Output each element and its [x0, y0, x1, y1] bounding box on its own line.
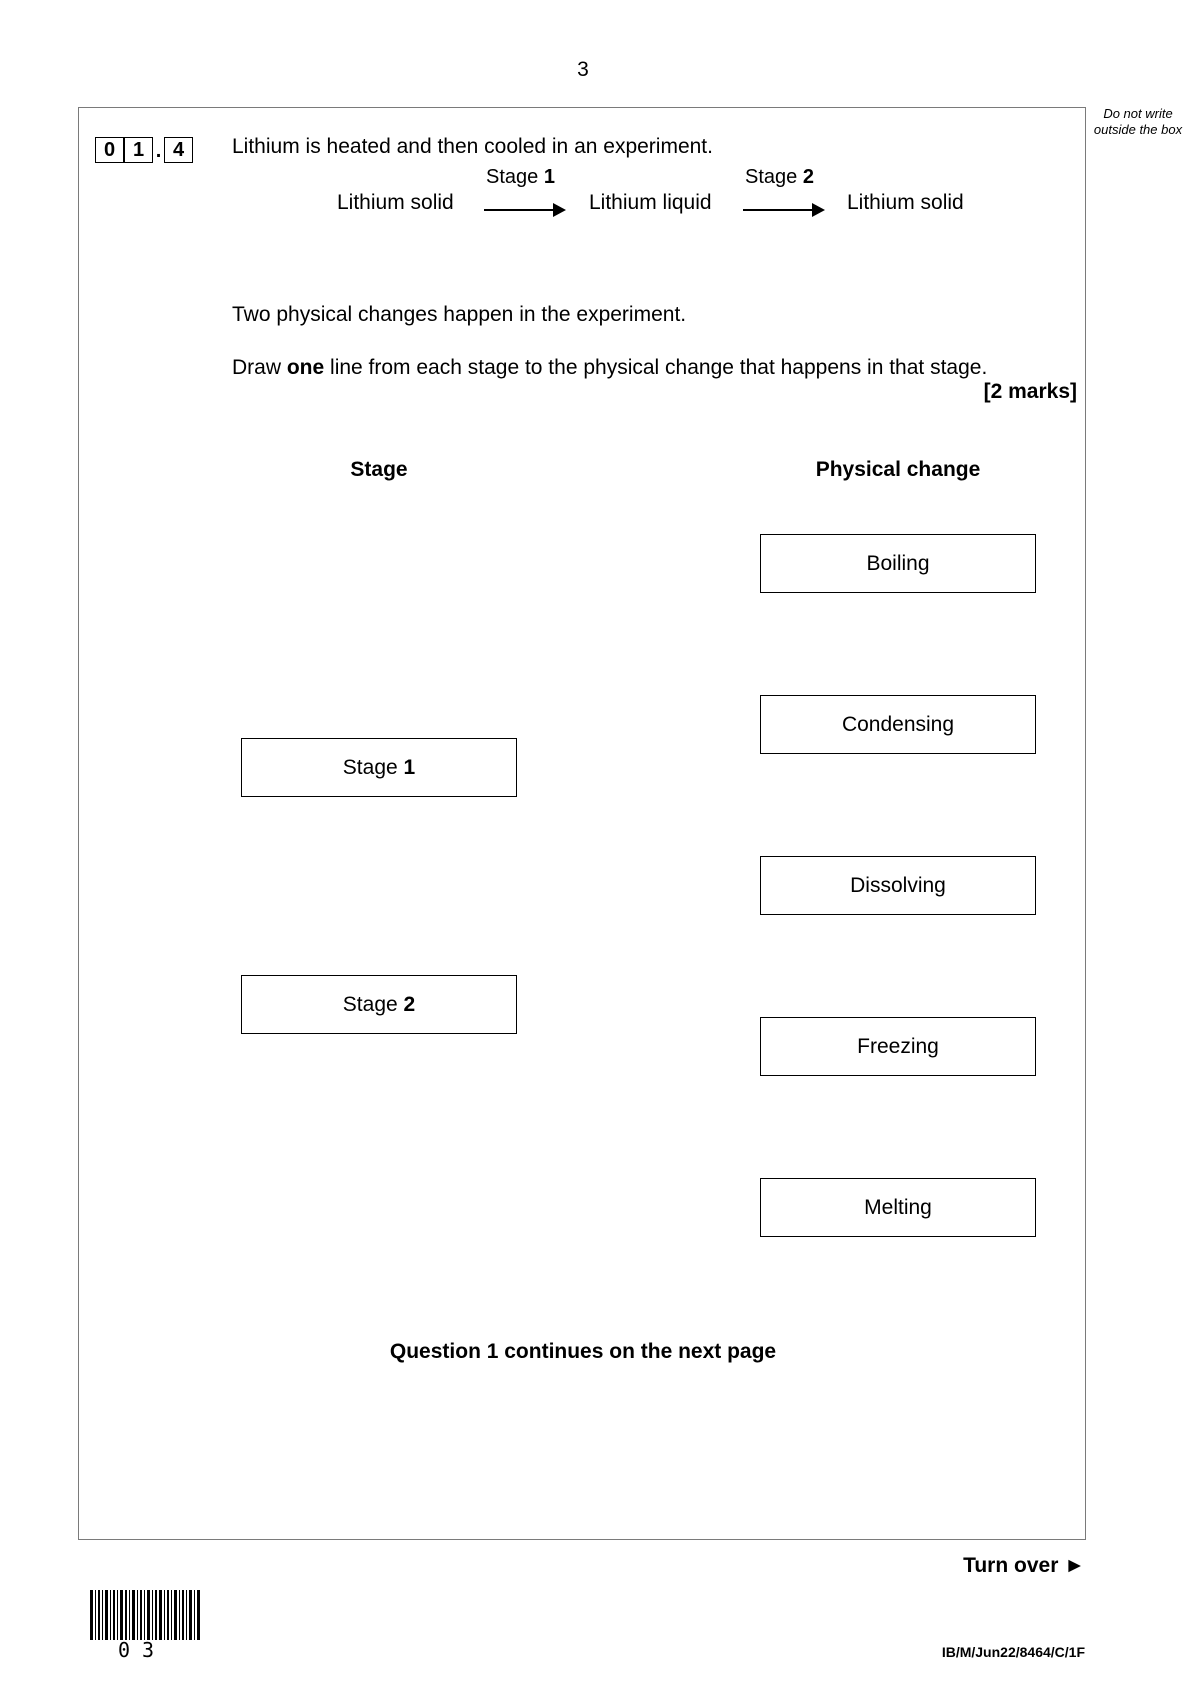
- question-number: [95, 137, 193, 163]
- flow-state-lithium-solid-end: Lithium solid: [847, 191, 964, 214]
- physical-change-column-heading: Physical change: [815, 458, 981, 481]
- flow-arrow-2: [743, 209, 823, 211]
- page-number: 3: [577, 58, 589, 81]
- paper-reference: IB/M/Jun22/8464/C/1F: [941, 1644, 1085, 1660]
- change-melting-box[interactable]: Melting: [760, 1178, 1036, 1237]
- flow-state-lithium-solid-start: Lithium solid: [337, 191, 454, 214]
- flow-stage-1-label: Stage 1: [486, 166, 555, 188]
- change-boiling-box[interactable]: Boiling: [760, 534, 1036, 593]
- question-instruction: Draw one line from each stage to the physical change that happens in that stage.: [232, 356, 988, 379]
- margin-note: Do not write outside the box: [1093, 106, 1183, 137]
- marks-allocation: [2 marks]: [983, 380, 1077, 403]
- continues-note: Question 1 continues on the next page: [389, 1340, 777, 1363]
- question-statement: Two physical changes happen in the experiment.: [232, 303, 687, 326]
- change-dissolving-box[interactable]: Dissolving: [760, 856, 1036, 915]
- barcode: [90, 1590, 200, 1640]
- question-number-digit-2: 1: [124, 137, 153, 163]
- flow-stage-2-label: Stage 2: [745, 166, 814, 188]
- question-number-separator: .: [155, 140, 162, 162]
- question-intro: Lithium is heated and then cooled in an experiment.: [232, 135, 713, 158]
- flow-state-lithium-liquid: Lithium liquid: [589, 191, 712, 214]
- change-freezing-box[interactable]: Freezing: [760, 1017, 1036, 1076]
- barcode-number: 03: [118, 1638, 167, 1662]
- change-condensing-box[interactable]: Condensing: [760, 695, 1036, 754]
- question-number-digit-3: 4: [164, 137, 193, 163]
- stage-column-heading: Stage: [350, 458, 408, 481]
- question-number-digit-1: 0: [95, 137, 124, 163]
- flow-arrow-1: [484, 209, 564, 211]
- stage-2-box[interactable]: Stage 2: [241, 975, 517, 1034]
- turn-over-label: Turn over ►: [963, 1554, 1085, 1577]
- stage-1-box[interactable]: Stage 1: [241, 738, 517, 797]
